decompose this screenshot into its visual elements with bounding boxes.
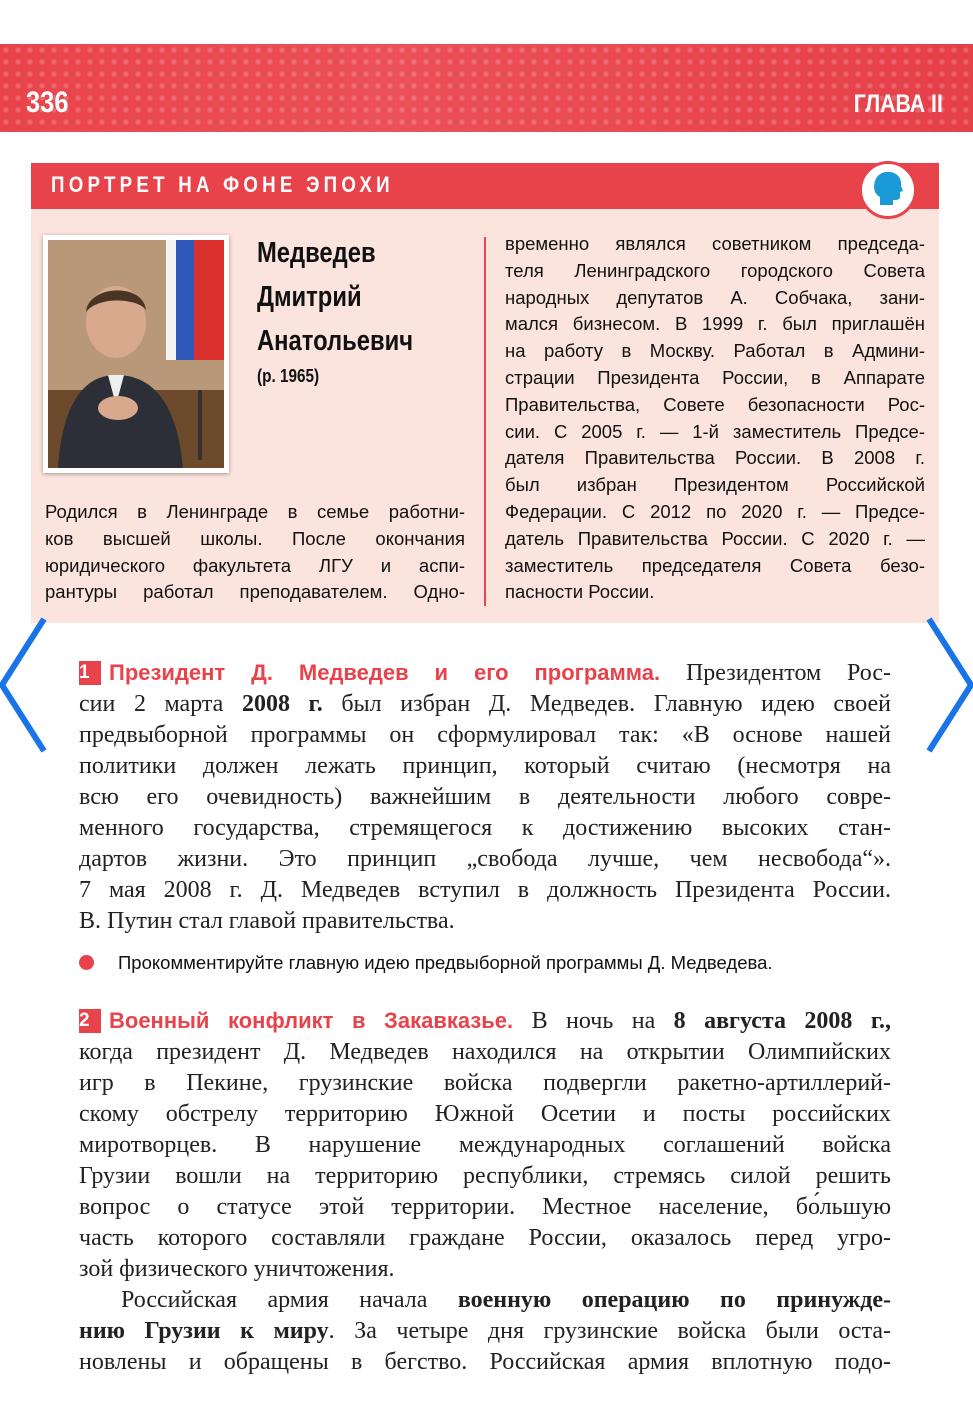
- birth-year: (р. 1965): [257, 366, 320, 386]
- column-divider: [484, 237, 486, 606]
- section-1-line: менного государства, стремящегося к достижению высоких стан-: [79, 815, 891, 841]
- question: [79, 952, 773, 974]
- section-1-line: В. Путин стал главой правительства.: [79, 908, 455, 934]
- chevron-right-icon[interactable]: [923, 615, 973, 755]
- section-2-line: скому обстрелу территорию Южной Осетии и посты российских: [79, 1101, 891, 1127]
- section-2-line: новлены и обращены в бегство. Российская армия вплотную подо-: [79, 1349, 891, 1375]
- section-1-line: предвыборной программы он сформулировал так: «В основе нашей: [79, 722, 891, 748]
- bio-line: на работу в Москву. Работал в Админи-: [505, 340, 925, 362]
- bio-line: временно являлся советником председа-: [505, 233, 925, 254]
- section-2-line: игр в Пекине, грузинские войска подвергли ракетно-артиллерий-: [79, 1070, 891, 1096]
- bio-line: был избран Президентом Российской: [505, 474, 925, 496]
- name-line: Дмитрий: [257, 281, 362, 313]
- section-1-line: 7 мая 2008 г. Д. Медведев вступил в должность Президента России.: [79, 877, 891, 903]
- section-1-title: Президент Д. Медведев и его программа.: [109, 660, 661, 685]
- bio-line: дателя Правительства России. В 2008 г.: [505, 447, 925, 469]
- bold-date: 2008 г.: [241, 691, 323, 717]
- section-1-line: всю его очевидность) важнейшим в деятельности любого совре-: [79, 784, 891, 810]
- bio-line: пасности России.: [505, 581, 655, 603]
- text-run: . За четыре дня грузинские войска были оста-: [328, 1318, 891, 1344]
- section-1-line: дартов жизни. Это принцип „свобода лучше, чем несвобода“».: [79, 846, 891, 872]
- bold-phrase: нию Грузии к миру: [79, 1318, 329, 1344]
- bio-line: Правительства, Совете безопасности Рос-: [505, 393, 925, 415]
- section-1-line: [79, 657, 891, 689]
- chapter-label: ГЛАВА II: [853, 90, 943, 118]
- chevron-left-icon[interactable]: [0, 615, 50, 755]
- page-number: 336: [26, 86, 69, 119]
- portrait-banner: [31, 163, 939, 209]
- section-2-line: зой физического уничтожения.: [79, 1256, 395, 1282]
- portrait-banner-title: ПОРТРЕТ НА ФОНЕ ЭПОХИ: [51, 172, 394, 197]
- bold-phrase: военную операцию по принужде-: [457, 1287, 891, 1313]
- section-number-badge: 2: [79, 1009, 101, 1033]
- section-1: [79, 657, 891, 937]
- portrait-photo: [43, 235, 229, 473]
- portrait-box: [31, 163, 939, 623]
- bio-line: народных депутатов А. Собчака, зани-: [505, 286, 925, 308]
- section-2-title: Военный конфликт в Закавказье.: [109, 1008, 514, 1033]
- bio-line: сии. С 2005 г. — 1-й заместитель Предсе-: [505, 420, 925, 442]
- bio-line: теля Ленинградского городского Совета: [505, 259, 925, 281]
- bio-line: рантуры работал преподавателем. Одно-: [45, 581, 465, 603]
- section-2-line: [79, 1285, 891, 1316]
- name-line: Медведев: [257, 237, 376, 269]
- section-2-line: вопрос о статусе этой территории. Местное население, бо́льшую: [79, 1194, 891, 1220]
- section-1-line: политики должен лежать принцип, который считаю (несмотря на: [79, 753, 891, 779]
- bio-line: страции Президента России, в Аппарате: [505, 366, 925, 388]
- name-line: Анатольевич: [257, 325, 414, 357]
- bio-line: юридического факультета ЛГУ и аспи-: [45, 554, 465, 576]
- section-2-line: когда президент Д. Медведев находился на открытии Олимпийских: [79, 1039, 891, 1065]
- bio-line: ков высшей школы. После окончания: [45, 527, 465, 549]
- bold-date: 8 августа 2008 г.,: [673, 1008, 892, 1034]
- text-run: Российская армия начала: [121, 1287, 458, 1313]
- section-2-line: часть которого составляли граждане России, оказалось перед угро-: [79, 1225, 891, 1251]
- person-name: [257, 231, 413, 363]
- section-1-line: [79, 689, 891, 720]
- section-2-line: миротворцев. В нарушение международных соглашений войска: [79, 1132, 891, 1158]
- section-number-badge: 1: [79, 661, 101, 685]
- text-run: был избран Д. Медведев. Главную идею своей: [322, 691, 891, 717]
- bio-left-column: [45, 499, 465, 606]
- head-profile-icon: [859, 161, 917, 219]
- text-run: сии 2 марта: [79, 691, 242, 717]
- section-2: [79, 1005, 891, 1378]
- section-2-line: Грузии вошли на территорию республики, стремясь силой решить: [79, 1163, 891, 1189]
- section-2-line: [79, 1316, 891, 1347]
- text-run: В ночь на: [513, 1008, 674, 1034]
- bio-right-column: [505, 231, 925, 606]
- bullet-dot-icon: [79, 955, 94, 970]
- bio-line: Родился в Ленинграде в семье работни-: [45, 501, 465, 522]
- bio-line: датель Правительства России. С 2020 г. —: [505, 527, 925, 549]
- section-2-line: [79, 1005, 891, 1037]
- question-text: Прокомментируйте главную идею предвыборной программы Д. Медведева.: [118, 952, 773, 973]
- bio-line: заместитель председателя Совета безо-: [505, 554, 925, 576]
- text-run: Президентом Рос-: [685, 660, 892, 686]
- bio-line: мался бизнесом. В 1999 г. был приглашён: [505, 313, 925, 335]
- bio-line: Федерации. С 2012 по 2020 г. — Предсе-: [505, 500, 925, 522]
- page-header: [0, 44, 973, 132]
